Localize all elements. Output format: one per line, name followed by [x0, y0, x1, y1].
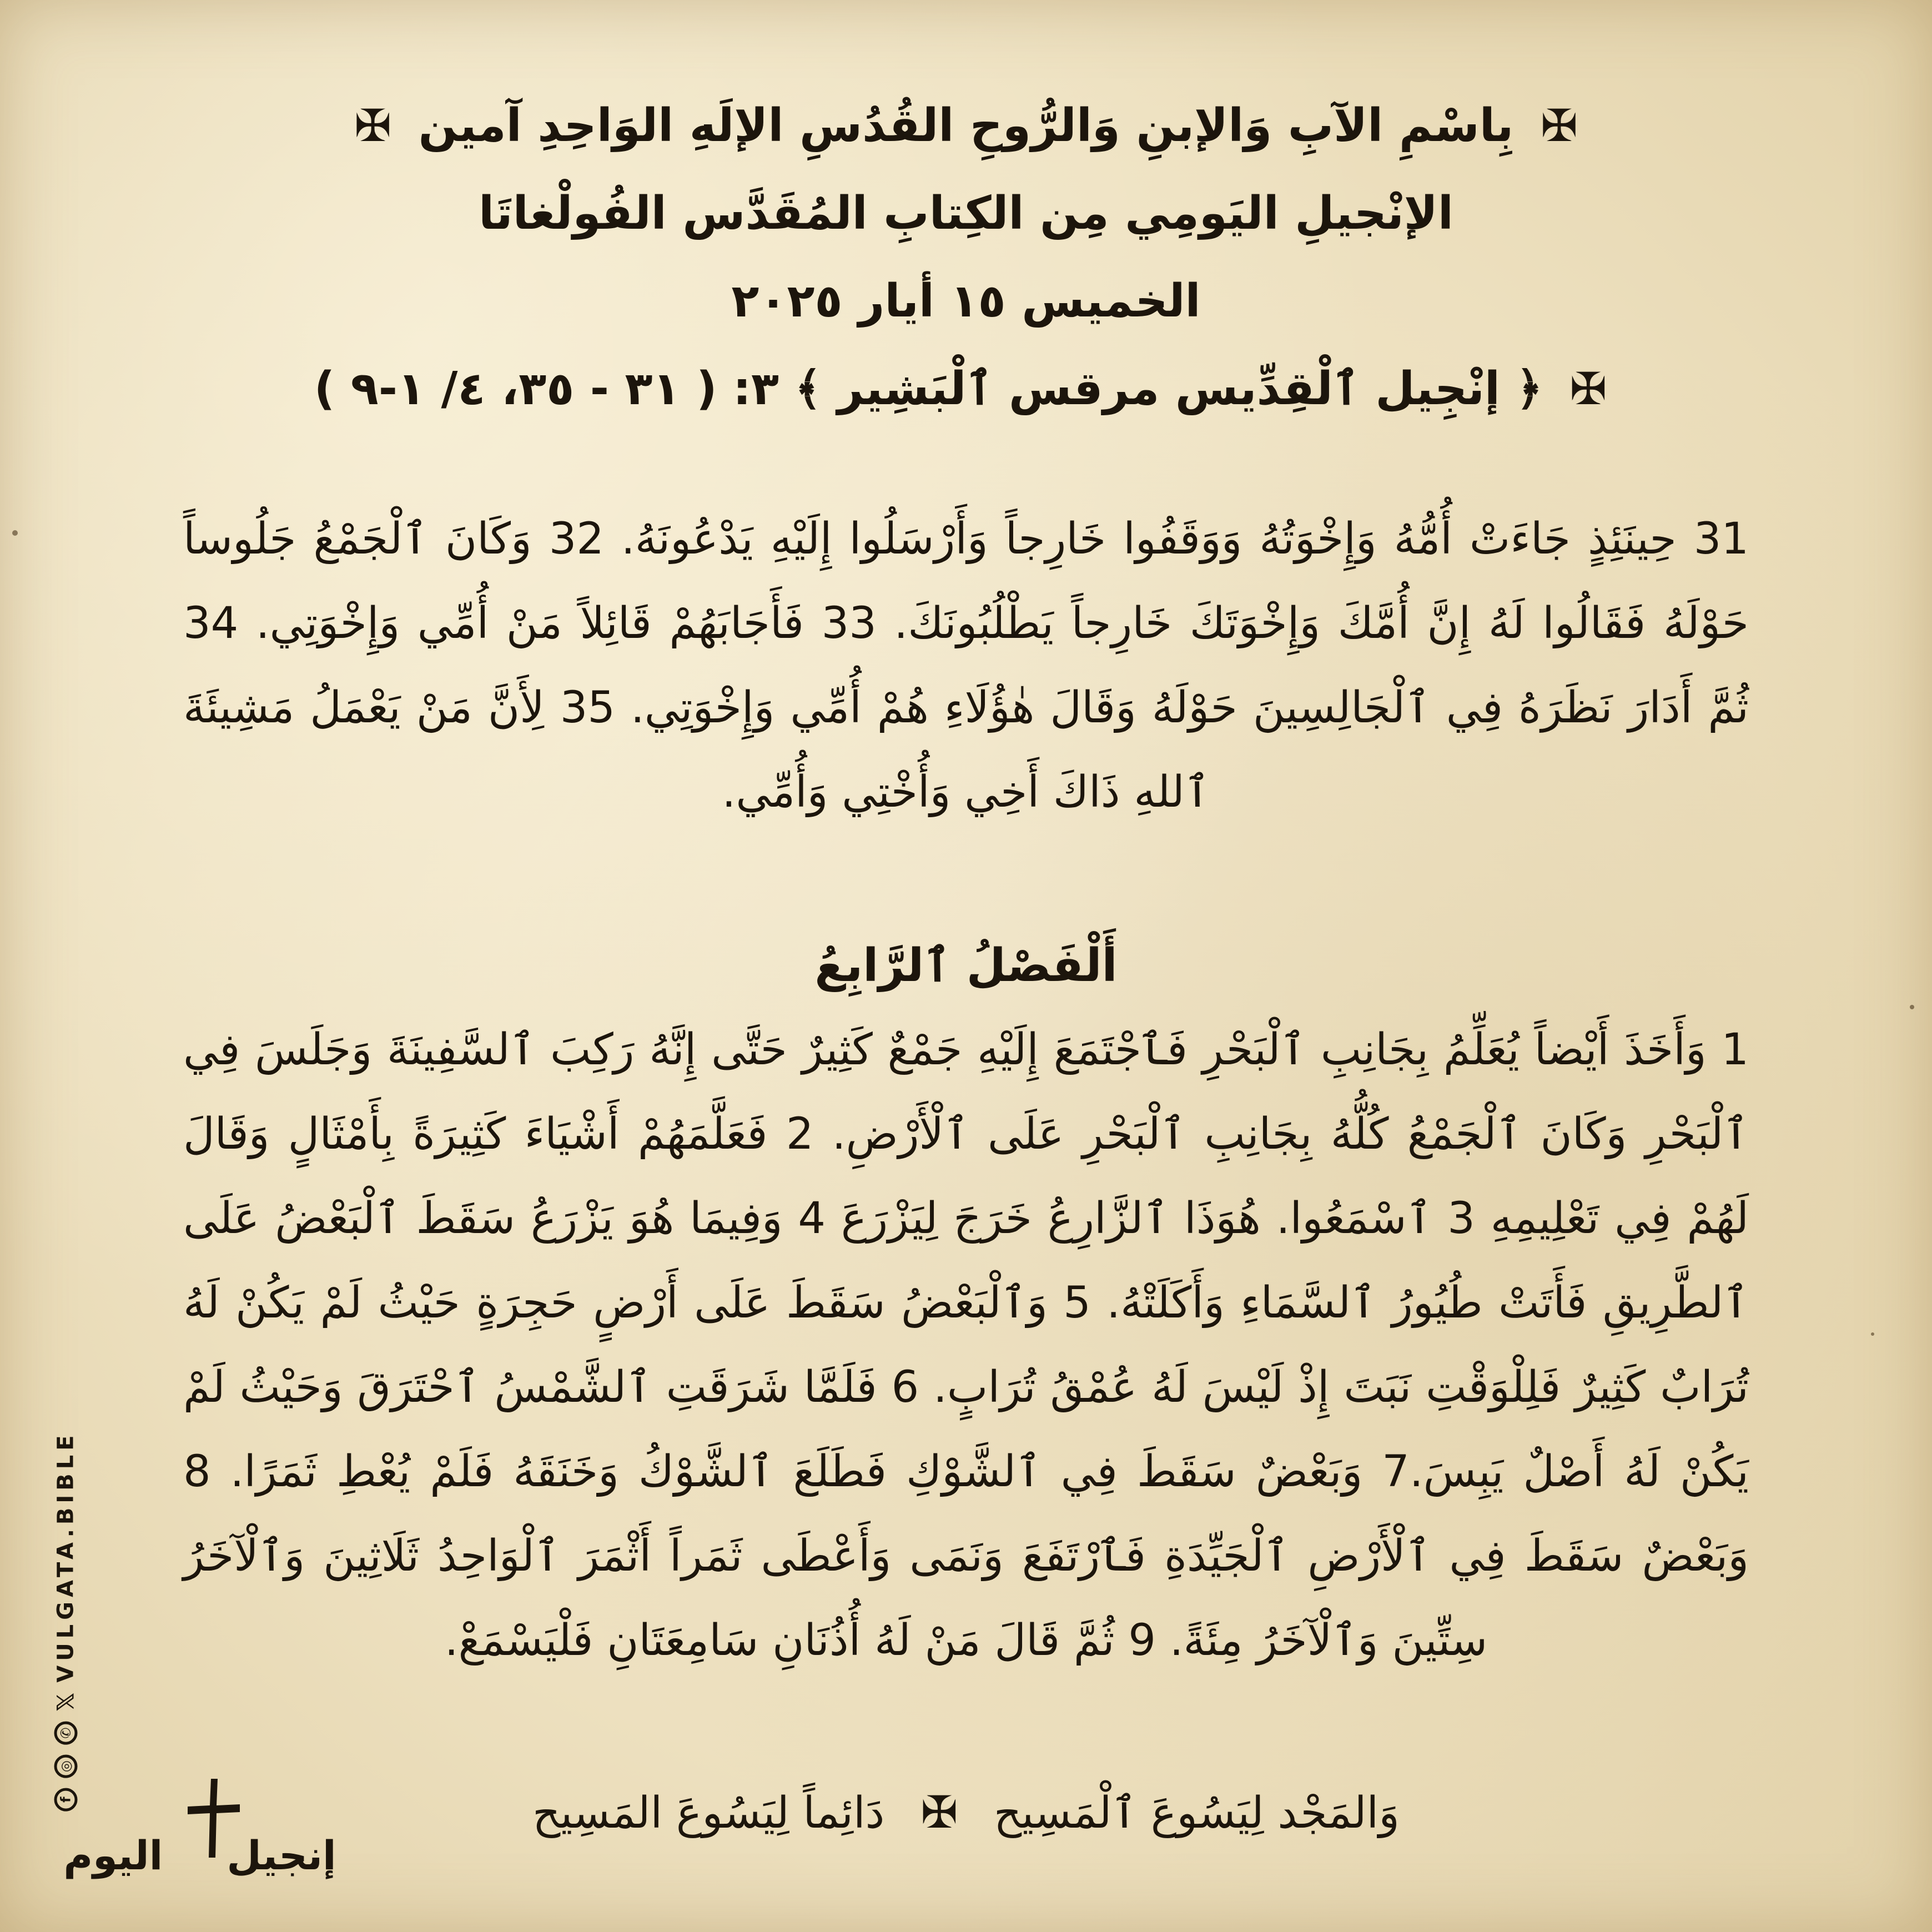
facebook-icon[interactable]: f [54, 1788, 77, 1812]
source-title: الإنْجيلِ اليَومِي مِن الكِتابِ المُقَدَّس الفُولْغاتَا [479, 187, 1453, 240]
whatsapp-icon[interactable]: ✆ [54, 1722, 77, 1745]
cross-icon: ✠ [1569, 363, 1607, 415]
closing-doxology [167, 1771, 1765, 1855]
instagram-icon[interactable]: ◎ [54, 1755, 77, 1778]
chapter-title: أَلْفَصْلُ ٱلرَّابِعُ [814, 939, 1118, 992]
invocation-line [167, 82, 1765, 170]
reading-date: الخميس ١٥ أيار ٢٠٢٥ [731, 275, 1201, 328]
reading-reference-text: ﴿ إنْجِيل ٱلْقِدِّيس مرقس ٱلْبَشِير ﴾ ٣: ( ٣١ - ٣٥، ٤/ ١-٩ ) [314, 363, 1543, 415]
cross-icon: ✠ [920, 1787, 958, 1838]
header [167, 82, 1765, 433]
side-branding [43, 1421, 88, 1821]
gospel-passage-chapter-4: 1 وَأَخَذَ أَيْضاً يُعَلِّمُ بِجَانِبِ ٱلْبَحْرِ فَٱجْتَمَعَ إِلَيْهِ جَمْعٌ كَثِيرٌ حَتَّى إِنَّهُ رَكِبَ ٱلسَّفِينَةَ وَجَلَسَ فِي ٱلْبَحْرِ وَكَانَ ٱلْجَمْعُ كُلُّهُ بِجَانِبِ ٱلْبَحْرِ عَلَى ٱلْأَرْضِ. 2 فَعَلَّمَهُمْ أَشْيَاءَ كَثِيرَةً بِأَمْثَالٍ وَقَالَ لَهُمْ فِي تَعْلِيمِهِ 3 ٱسْمَعُوا. هُوَذَا ٱلزَّارِعُ خَرَجَ لِيَزْرَعَ 4 وَفِيمَا هُوَ يَزْرَعُ سَقَطَ ٱلْبَعْضُ عَلَى ٱلطَّرِيقِ فَأَتَتْ طُيُورُ ٱلسَّمَاءِ وَأَكَلَتْهُ. 5 وَٱلْبَعْضُ سَقَطَ عَلَى أَرْضٍ حَجِرَةٍ حَيْثُ لَمْ يَكُنْ لَهُ تُرَابٌ كَثِيرٌ فَلِلْوَقْتِ نَبَتَ إِذْ لَيْسَ لَهُ عُمْقُ تُرَابٍ. 6 فَلَمَّا شَرَقَتِ ٱلشَّمْسُ ٱحْتَرَقَ وَحَيْثُ لَمْ يَكُنْ لَهُ أَصْلٌ يَبِسَ.7 وَبَعْضٌ سَقَطَ فِي ٱلشَّوْكِ فَطَلَعَ ٱلشَّوْكُ وَخَنَقَهُ فَلَمْ يُعْطِ ثَمَرًا. 8 وَبَعْضٌ سَقَطَ فِي ٱلْأَرْضِ ٱلْجَيِّدَةِ فَٱرْتَفَعَ وَنَمَى وَأَعْطَى ثَمَراً أَثْمَرَ ٱلْوَاحِدُ ثَلَاثِينَ وَٱلْآخَرُ سِتِّينَ وَٱلْآخَرُ مِئَةً. 9 ثُمَّ قَالَ مَنْ لَهُ أُذُنَانِ سَامِعَتَانِ فَلْيَسْمَعْ. [183, 1025, 1749, 1666]
invocation-text: بِاسْمِ الآبِ وَالإبنِ وَالرُّوحِ القُدُسِ الإلَهِ الوَاحِدِ آمين [418, 99, 1514, 152]
cross-icon: ✠ [1540, 100, 1578, 152]
doxology-left: وَالمَجْد لِيَسُوعَ ٱلْمَسِيح [994, 1788, 1400, 1838]
cross-icon: ✠ [354, 100, 392, 152]
reading-reference [167, 345, 1765, 433]
side-branding-row [52, 1431, 79, 1811]
site-name: VULGATA.BIBLE [53, 1431, 78, 1683]
gospel-passage-chapter-3: 31 حِينَئِذٍ جَاءَتْ أُمُّهُ وَإِخْوَتُهُ وَوَقَفُوا خَارِجاً وَأَرْسَلُوا إِلَيْهِ يَدْعُونَهُ. 32 وَكَانَ ٱلْجَمْعُ جَلُوساً حَوْلَهُ فَقَالُوا لَهُ إِنَّ أُمَّكَ وَإِخْوَتَكَ خَارِجاً يَطْلُبُونَكَ. 33 فَأَجَابَهُمْ قَائِلاً مَنْ أُمِّي وَإِخْوَتِي. 34 ثُمَّ أَدَارَ نَظَرَهُ فِي ٱلْجَالِسِينَ حَوْلَهُ وَقَالَ هٰؤُلَاءِ هُمْ أُمِّي وَإِخْوَتِي. 35 لِأَنَّ مَنْ يَعْمَلُ مَشِيئَةَ ٱللهِ ذَاكَ أَخِي وَأُخْتِي وَأُمِّي. [183, 514, 1749, 817]
doxology-right: دَائِماً لِيَسُوعَ المَسِيح [532, 1788, 885, 1838]
daily-gospel-logo [56, 1777, 344, 1899]
logo-text: إنجيل اليوم [63, 1832, 336, 1879]
x-icon[interactable]: 𝕏 [52, 1692, 79, 1712]
